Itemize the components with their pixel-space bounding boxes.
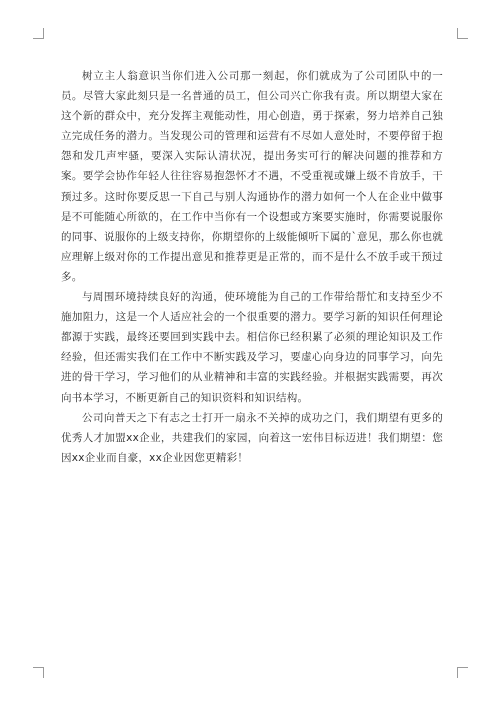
- crop-mark-bottom-right: [457, 667, 468, 678]
- paragraph-closing: 公司向普天之下有志之士打开一扇永不关掉的成功之门，我们期望有更多的优秀人才加盟xx企业，共建我们的家园，向着这一宏伟目标迈进！我们期望：您因xx企业而自豪，xx企业因您更精彩！: [61, 411, 443, 464]
- paragraph-communication: 与周围环境持续良好的沟通，使环境能为自己的工作带给帮忙和支持至少不施加阻力，这是一个人适应社会的一个很重要的潜力。要学习新的知识任何理论都源于实践，最终还要回到实践中去。相信你已经积累了必须的理论知识及工作经验，但还需实我们在工作中不断实践及学习，要虚心向身边的同事学习，向先进的骨干学习，学习他们的从业精神和丰富的实践经验。并根据实践需要，再次向书本学习，不断更新自己的知识资料和知识结构。: [61, 291, 443, 404]
- document-body: [61, 66, 443, 468]
- crop-mark-bottom-left: [33, 667, 44, 678]
- crop-mark-top-left: [33, 28, 44, 39]
- paragraph-ownership: 树立主人翁意识当你们进入公司那一刻起，你们就成为了公司团队中的一员。尽管大家此刻只是一名普通的员工，但公司兴亡你我有责。所以期望大家在这个新的群众中，充分发挥主观能动性，用心创造，勇于探索，努力培养自己独立完成任务的潜力。当发现公司的管理和运营有不尽如人意处时，不要停留于抱怨和发几声牢骚，要深入实际认清状况，提出务实可行的解决问题的推荐和方案。要学会协作年轻人往往容易抱怨怀才不遇，不受重视或嫌上级不肯放手，干预过多。这时你要反思一下自己与别人沟通协作的潜力如何一个人在企业中做事是不可能随心所欲的，在工作中当你有一个设想或方案要实施时，你需要说服你的同事、说服你的上级支持你，你期望你的上级能倾听下属的`意见，那么你也就应理解上级对你的工作提出意见和推荐更是正常的，而不是什么不放手或干预过多。: [61, 70, 443, 283]
- crop-mark-top-right: [457, 28, 468, 39]
